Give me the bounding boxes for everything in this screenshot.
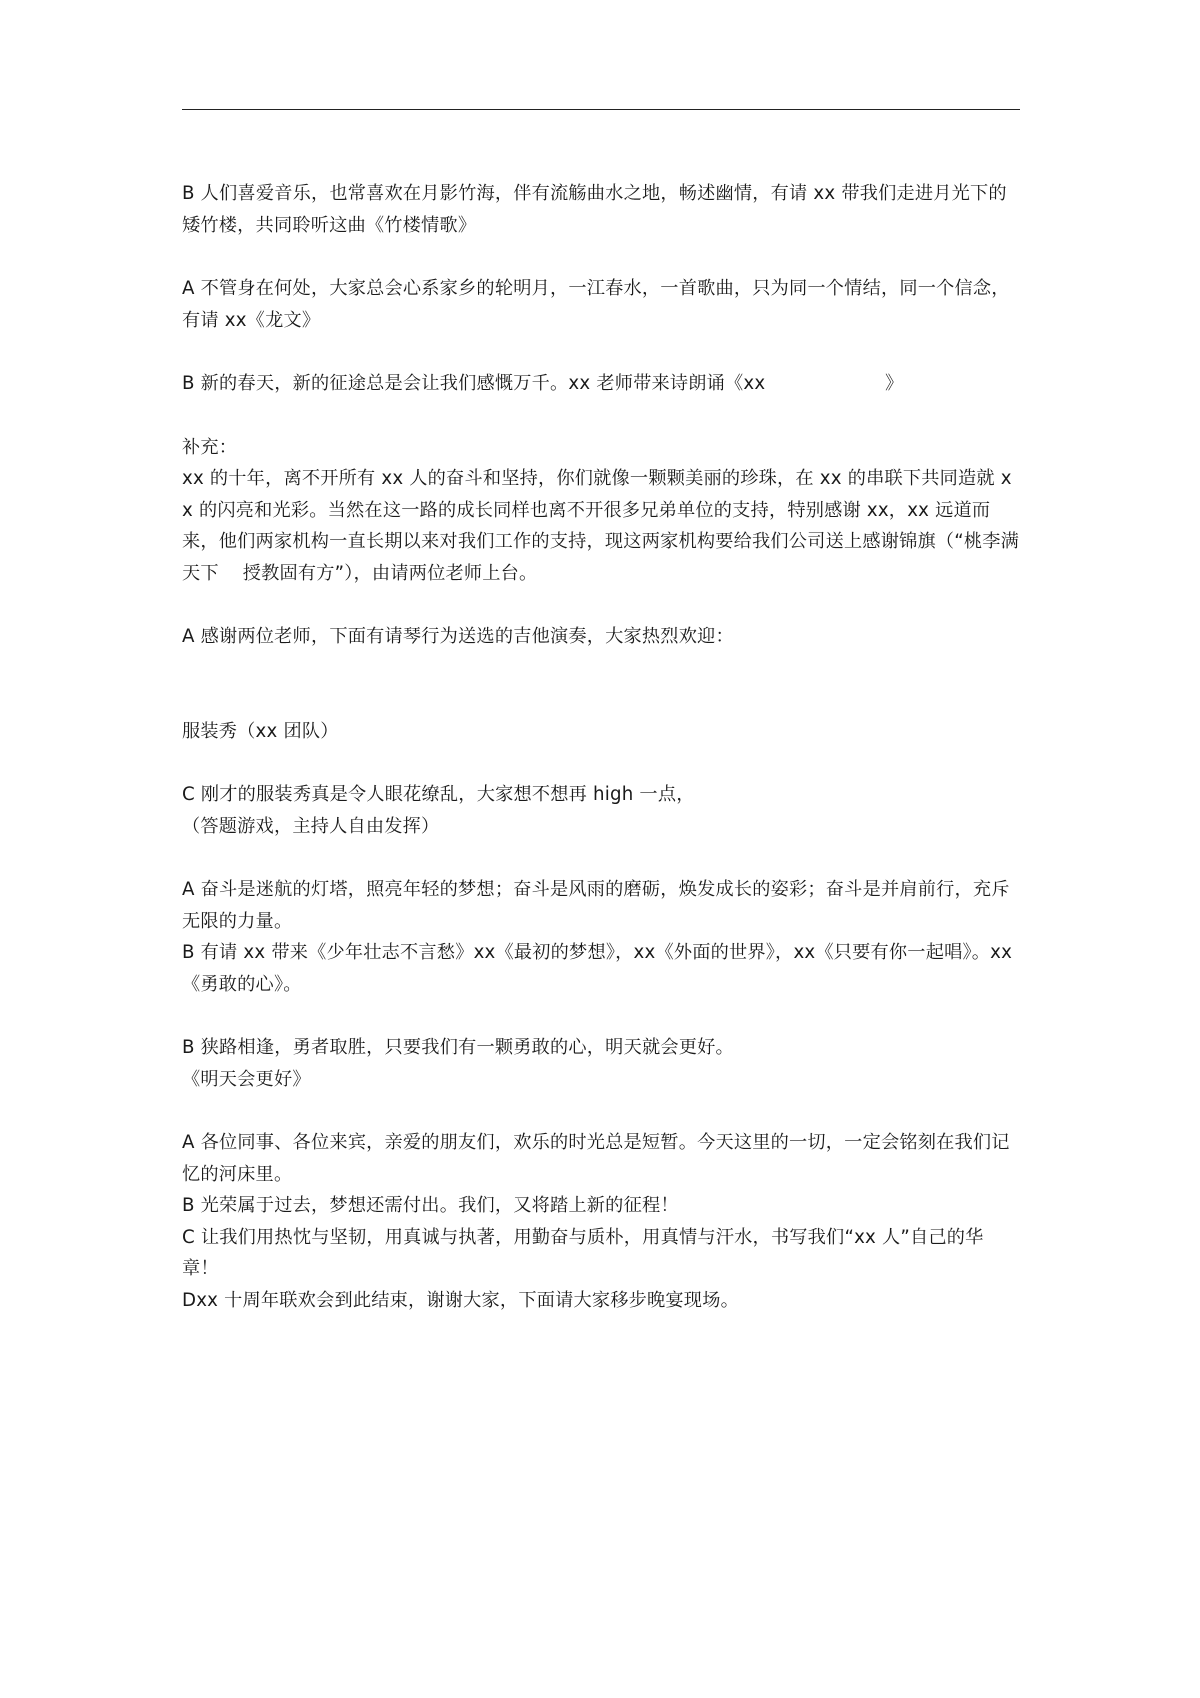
- paragraph-spacer: [182, 1000, 1020, 1032]
- paragraph-spacer: [182, 842, 1020, 874]
- section-label: 补充：: [182, 436, 238, 458]
- paragraph-spacer: [182, 400, 1020, 432]
- paragraph: B 人们喜爱音乐，也常喜欢在月影竹海，伴有流觞曲水之地，畅述幽情，有请 xx 带我们走进月光下的矮竹楼，共同聆听这曲《竹楼情歌》: [182, 183, 1007, 236]
- paragraph: A 感谢两位老师，下面有请琴行为送选的吉他演奏，大家热烈欢迎：: [182, 626, 734, 647]
- paragraph-spacer: [182, 336, 1020, 368]
- paragraph: B 有请 xx 带来《少年壮志不言愁》xx《最初的梦想》，xx《外面的世界》，xx《只要有你一起唱》。xx《勇敢的心》。: [182, 942, 1013, 995]
- stage-direction: （答题游戏，主持人自由发挥）: [182, 815, 440, 837]
- document-body: [182, 178, 1020, 1316]
- paragraph: A 奋斗是迷航的灯塔，照亮年轻的梦想；奋斗是风雨的磨砺，焕发成长的姿彩；奋斗是并肩前行，充斥无限的力量。: [182, 879, 1010, 932]
- paragraph: C 让我们用热忱与坚韧，用真诚与执著，用勤奋与质朴，用真情与汗水，书写我们“xx 人”自己的华章！: [182, 1226, 984, 1279]
- paragraph-spacer: [182, 1095, 1020, 1127]
- paragraph: B 狭路相逢，勇者取胜，只要我们有一颗勇敢的心，明天就会更好。: [182, 1037, 734, 1058]
- paragraph-spacer: [182, 747, 1020, 779]
- paragraph: B 光荣属于过去，梦想还需付出。我们，又将踏上新的征程！: [182, 1195, 679, 1216]
- paragraph: A 各位同事、各位来宾，亲爱的朋友们，欢乐的时光总是短暂。今天这里的一切，一定会铭刻在我们记忆的河床里。: [182, 1132, 1010, 1185]
- program-item: 《明天会更好》: [182, 1068, 311, 1090]
- paragraph: A 不管身在何处，大家总会心系家乡的轮明月，一江春水，一首歌曲，只为同一个情结，同一个信念，有请 xx《龙文》: [182, 278, 1010, 331]
- paragraph: B 新的春天，新的征途总是会让我们感慨万千。xx 老师带来诗朗诵《xx 》: [182, 373, 904, 394]
- paragraph-spacer: [182, 589, 1020, 621]
- paragraph: xx 的十年，离不开所有 xx 人的奋斗和坚持，你们就像一颗颗美丽的珍珠，在 xx 的串联下共同造就 xx 的闪亮和光彩。当然在这一路的成长同样也离不开很多兄弟单位的支持，特别感谢 xx，xx 远道而来，他们两家机构一直长期以来对我们工作的支持，现这两家机构要给我们公司送上感谢锦旗（“桃李满天下 授教固有方”），由请两位老师上台。: [182, 468, 1020, 584]
- paragraph: Dxx 十周年联欢会到此结束，谢谢大家，下面请大家移步晚宴现场。: [182, 1289, 739, 1311]
- paragraph-spacer: [182, 653, 1020, 716]
- program-item: 服装秀（xx 团队）: [182, 720, 339, 742]
- header-rule: [182, 109, 1020, 110]
- paragraph-spacer: [182, 241, 1020, 273]
- paragraph: C 刚才的服装秀真是令人眼花缭乱，大家想不想再 high 一点，: [182, 784, 695, 805]
